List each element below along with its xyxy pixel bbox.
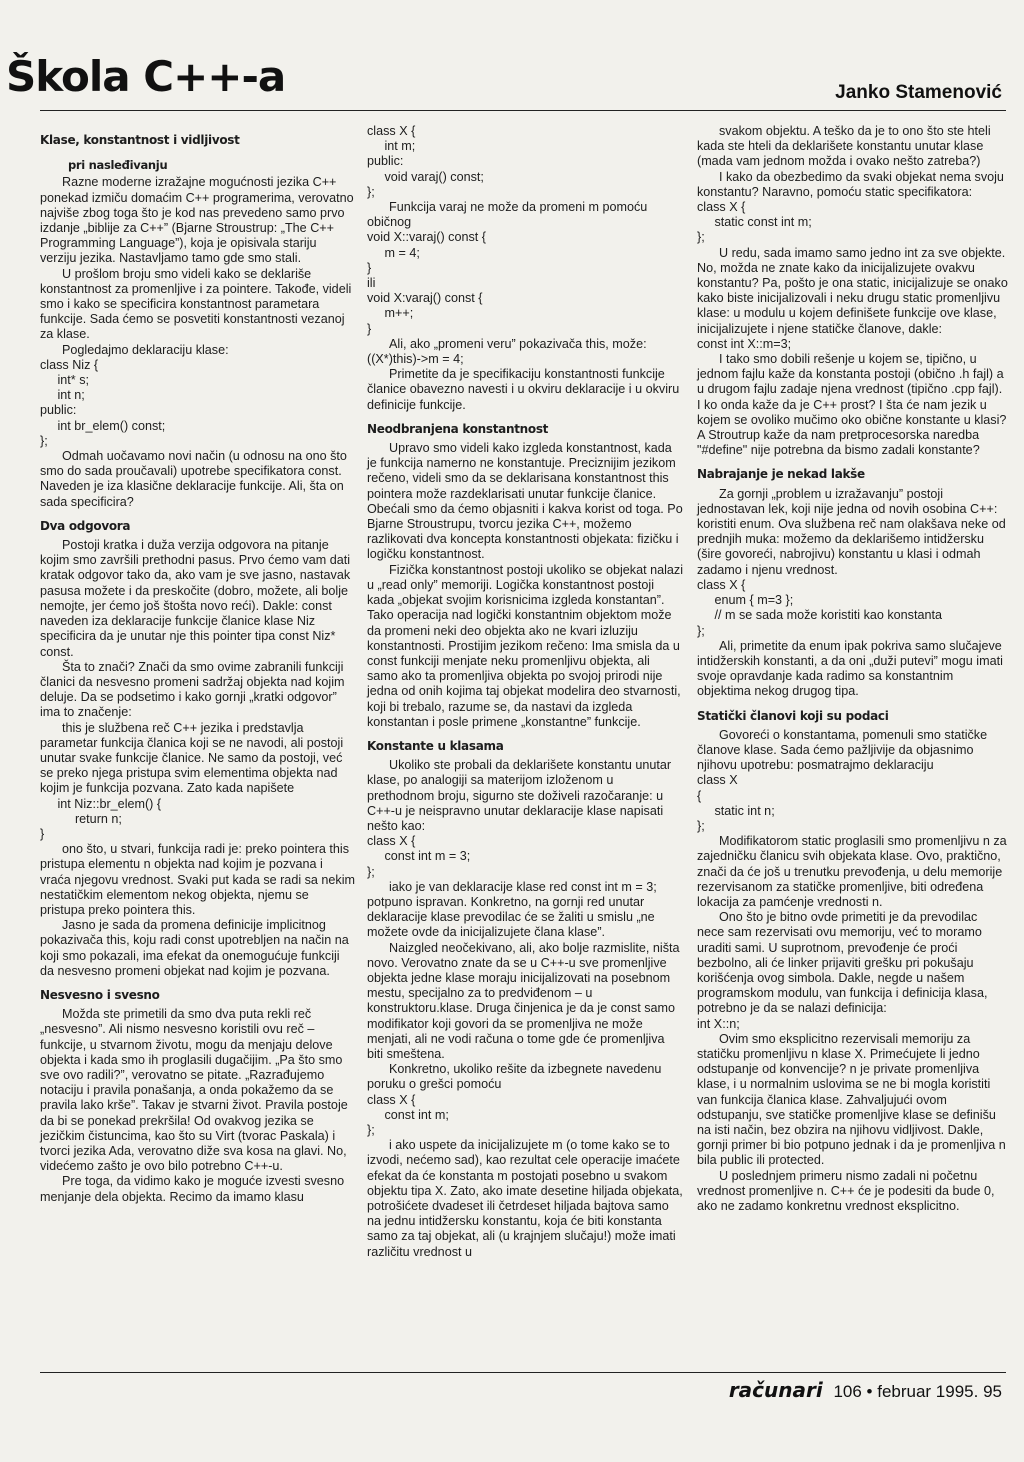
section-heading: Nabrajanje je nekad lakše	[697, 467, 865, 482]
top-rule	[40, 110, 1006, 111]
paragraph: U poslednjem primeru nismo zadali ni početnu vrednost promenljive n. C++ će je podesiti da bude 0, ako ne zadamo konkretnu vrednost eksplicitno.	[697, 1168, 995, 1214]
column-logo: Škola C++-a	[6, 52, 286, 101]
paragraph: Modifikatorom static proglasili smo promenljivu n za zajedničku članicu svih objekata klase. Ovo, praktično, znači da će još u trenutku prevođenja, u delu memorije rezervisanom za statičke promenljive, biti određena lokacija za pamćenje vrednosti n.	[697, 834, 1007, 909]
paragraph: Ali, ako „promeni veru” pokazivača this, može: ((X*)this)->m = 4;	[367, 336, 647, 367]
paragraph: Postoji kratka i duža verzija odgovora na pitanje kojim smo završili prethodni pasus. Prvo ćemo vam dati kratak odgovor tako da, ako vam je sve jasno, nastavak pasusa možete i da preskočite (dobro, možete, ali bolje nemojte, jer ćemo još štošta novo reći). Dakle: const naveden iza deklaracije funkcije članice klase Niz specificira da je unutar nje this pointer tipa const Niz* const.	[40, 538, 351, 659]
section-heading: Klase, konstantnost i vidljivost	[40, 133, 240, 147]
paragraph: i ako uspete da inicijalizujete m (o tome kako se to izvodi, nećemo sad), kao rezultat cele operacije imaćete efekat da će konstanta m postojati posebno u svakom objektu tipa X. Zato, ako imate desetine hiljada objekata, potrošićete dvadeset ili četrdeset hiljada bajtova samo na jednu intidžersku konstantu, koja će biti konstanta samo za taj objekat, ali (u krajnjem slučaju!) može imati različitu vrednost u	[367, 1138, 683, 1259]
code-block: class X { const int m; };	[367, 1092, 449, 1137]
code-block: const int X::m=3;	[697, 336, 792, 351]
paragraph: I tako smo dobili rešenje u kojem se, tipično, u jednom fajlu kaže da konstanta postoji (obično .h fajl) a u drugom fajlu zadaje njena vrednost (tipično .cpp fajl). I ko onda kaže da je C++ prost? I šta će nam jezik u kojem se ovoliko mučimo oko obične konstante u klasi? A Stroutrup kaže da nam pretprocesorska naredba "#define" nije potrebna da bismo zadali konstante?	[697, 352, 1007, 458]
paragraph: Jasno je sada da promena definicije implicitnog pokazivača this, koju radi const upotrebljen na način na koji smo pokazali, ima efekat da onemogućuje funkciji da nesvesno promeni objekat nad kojim je pozvana.	[40, 918, 349, 978]
article-column-2	[367, 124, 683, 1260]
article-column-1	[40, 124, 355, 1205]
code-block: void X::varaj() const { m = 4; } ili void X:varaj() const { m++; }	[367, 230, 486, 336]
article-column-3	[697, 124, 1008, 1214]
paragraph: Pre toga, da vidimo kako je moguće izvesti svesno menjanje dela objekta. Recimo da imamo klasu	[40, 1174, 345, 1204]
paragraph: Funkcija varaj ne može da promeni m pomoću običnog	[367, 200, 648, 230]
paragraph: Ukoliko ste probali da deklarišete konstantu unutar klase, po analogiji sa materijom izloženom u prethodnom broju, sigurno ste doživeli razočaranje: u C++-u je neispravno unutar deklaracije klase napisati nešto kao:	[367, 758, 672, 833]
paragraph: Razne moderne izražajne mogućnosti jezika C++ ponekad izmiču domaćim C++ programerima, verovatno najviše zbog toga što je kod nas prevedeno samo prvo izdanje „biblije za C++” (Bjarne Stroustrup: „The C++ Programming Language”), koja je opisivala stariju verziju jezika. Nastavljamo tamo gde smo stali.	[40, 175, 354, 266]
paragraph: Ali, primetite da enum ipak pokriva samo slučajeve intidžerskih konstanti, a da oni „duži putevi” mogu imati svoje opravdanje kada radimo sa konstantnim objektima nekog drugog tipa.	[697, 638, 1003, 699]
paragraph: Možda ste primetili da smo dva puta rekli reč „nesvesno”. Ali nismo nesvesno koristili ovu reč – funkcije, u stvarnom životu, mogu da menjaju delove objekta i kada smo ih proglasili dugačijim. „Pa što smo sve ovo radili?”, verovatno se pitate. „Razrađujemo notaciju i pravila ponašanja, a onda pokažemo da se pravila lako krše”. Takav je stvarni život. Pravila postoje da bi se ponekad prekršila! Od ovakvog jezika se jezičkim čistuncima, kao što su Virt (tvorac Paskala) i tvorci jezika Ada, verovatno diže sva kosa na glavi. No, videćemo zašto je ovo bilo potrebno C++-u.	[40, 1007, 348, 1174]
section-heading: Konstante u klasama	[367, 738, 504, 753]
paragraph: svakom objektu. A teško da je to ono što ste hteli kada ste hteli da deklarišete konstantu unutar klase (mada vam jednom možda i ovako nešto zatreba?)	[697, 124, 991, 169]
page-number: 95	[983, 1382, 1002, 1401]
paragraph: Ono što je bitno ovde primetiti je da prevodilac nece sam rezervisati ovu memoriju, već to moramo uraditi sami. U suprotnom, prevođenje će proći bezbolno, ali će linker prijaviti grešku pri pokušaju korišćenja ovog simbola. Dakle, negde u našem programskom modulu, van funkcija i definicija klasa, potrebno je da se nalazi definicija:	[697, 910, 988, 1016]
paragraph: U prošlom broju smo videli kako se deklariše konstantnost za promenljive i za pointere. Takođe, videli smo i kako se specificira konstantnost parametara funkcije. Sada ćemo se posvetiti konstantnosti vezanoj za klase.	[40, 266, 352, 342]
section-heading: Statički članovi koji su podaci	[697, 708, 889, 723]
author-name: Janko Stamenović	[835, 82, 1002, 103]
bottom-rule	[40, 1372, 1006, 1373]
paragraph: ono što, u stvari, funkcija radi je: preko pointera this pristupa elementu n objekta nad kojim je pozvana i vraća njegovu vrednost. Svaki put kada se radi sa nekim nestatičkim elementom nekog objekta, njemu se pristupa preko pointera this.	[40, 842, 356, 917]
paragraph: Naizgled neočekivano, ali, ako bolje razmislite, ništa novo. Verovatno znate da se u C++-u sve promenljive objekta jedne klase moraju inicijalizovati na posebnom mestu, specijalno za to predviđenom – u konstruktoru.klase. Druga činjenica je da je const samo modifikator koji govori da se promenljiva ne može menjati, ali ne vodi računa o tome gde će promenljiva biti smeštena.	[367, 940, 680, 1061]
masthead	[0, 0, 1024, 120]
code-block: class X { const int m = 3; };	[367, 834, 471, 879]
code-block: class X { static const int m; };	[697, 200, 812, 245]
paragraph: Šta to znači? Znači da smo ovime zabranili funkciji članici da nesvesno promeni sadržaj objekta nad kojim deluje. Da se podsetimo i kako gornji „kratki odgovor” ima to značenje:	[40, 659, 345, 720]
magazine-name: računari	[728, 1378, 823, 1402]
page-footer	[729, 1378, 1002, 1402]
paragraph: Za gornji „problem u izražavanju” postoji jednostavan lek, koji nije jedna od novih osobina C++: koristiti enum. Ova službena reč nam olakšava neke od prednjih muka: možemo da deklarišemo intidžersku (šire govoreći, nabrojivu) konstantu u klasi i odmah zadamo i njenu vrednost.	[697, 486, 1006, 577]
paragraph: I kako da obezbedimo da svaki objekat nema svoju konstantu? Naravno, pomoću static specifikatora:	[697, 169, 1004, 199]
code-block: class X { enum { m=3 }; // m se sada može koristiti kao konstanta };	[697, 577, 942, 638]
code-block: class X { static int n; };	[697, 773, 775, 833]
paragraph: U redu, sada imamo samo jedno int za sve objekte. No, možda ne znate kako da inicijalizujete ovakvu konstantu? Pa, pošto je ona static, inicijalizuje se onako kako biste inicijalizovali i neku drugu static promenljivu klase: u modulu u kojem definišete funkcije ove klase, inicijalizujete i njene statičke članove, dakle:	[697, 245, 1008, 336]
section-heading: Nesvesno i svesno	[40, 987, 160, 1002]
paragraph: this je službena reč C++ jezika i predstavlja parametar funkcija članica koji se ne navodi, ali postoji unutar svake funkcije članice. Ne samo da postoji, već se preko njega pristupa svim elementima objekta nad kojim je funkcija pozvana. Zato kada napišete	[40, 720, 344, 796]
paragraph: Pogledajmo deklaraciju klase:	[62, 342, 229, 357]
issue-info: 106 • februar 1995.	[833, 1382, 979, 1401]
paragraph: Konkretno, ukoliko rešite da izbegnete navedenu poruku o grešci pomoću	[367, 1062, 662, 1092]
paragraph: Upravo smo videli kako izgleda konstantnost, kada je funkcija namerno ne konstantuje. Preciznijim jezikom rečeno, videli smo da se deklarisana konstantnost this pointera može razdeklarisati unutar funkcije članice. Obećali smo da ćemo objasniti i kakva korist od toga. Po Bjarne Stroustrupu, tvorcu jezika C++, možemo razlikovati dva koncepta konstantnosti objekata: fizičku i logičku konstantnost.	[367, 441, 683, 562]
section-heading: Dva odgovora	[40, 518, 131, 533]
paragraph: Govoreći o konstantama, pomenuli smo statičke članove klase. Sada ćemo pažljivije da objasnimo njihovu upotrebu: posmatrajmo deklaraciju	[697, 727, 988, 773]
code-block: class Niz { int* s; int n; public: int br_elem() const; };	[40, 357, 166, 448]
paragraph: Fizička konstantnost postoji ukoliko se objekat nalazi u „read only” memoriji. Logička konstantnost postoji kada „objekat svojim korisnicima izgleda konstantan”. Tako operacija nad logički konstantnim objektom može da promeni neki deo objekta ako ne kvari izluziju konstantnosti. Prostijim jezikom rečeno: Ima smisla da u const funkciji menjate neku promenljivu objekta, ali samo ako ta promenljiva objekta po svojoj prirodi nije jedna od onih kojima taj objekat modelira deo stvarnosti, koji bi trebalo, razume se, da nastavi da izgleda konstantan i posle primene „konstantne” funkcije.	[367, 562, 684, 729]
code-block: class X { int m; public: void varaj() const; };	[367, 124, 484, 199]
paragraph: Odmah uočavamo novi način (u odnosu na ono što smo do sada proučavali) upotrebe specifikatora const. Naveden je iza klasične deklaracije funkcije. Ali, šta on sada specificira?	[40, 449, 347, 509]
paragraph: Ovim smo eksplicitno rezervisali memoriju za statičku promenljivu n klase X. Primećujete li jedno odstupanje od konvencije? n je private promenljiva klase, i u normalnim uslovima se ne bi mogla koristiti van funkcija članica klase. Zahvaljujući ovom odstupanju, sve statičke promenljive klase se definišu na isti način, bez obzira na njihovu vidljivost. Dakle, gornji primer bi bio potpuno jednak i da je promenljiva n bila public ili protected.	[697, 1031, 1006, 1168]
code-block: int Niz::br_elem() { return n; }	[40, 796, 162, 841]
section-heading: Neodbranjena konstantnost	[367, 421, 549, 436]
paragraph: iako je van deklaracije klase red const int m = 3; potpuno ispravan. Konkretno, na gornji red unutar deklaracije klase prevodilac će se žaliti u smislu „ne možete ovde da inicijalizujete člana klase”.	[367, 879, 657, 940]
paragraph: Primetite da je specifikaciju konstantnosti funkcije članice obavezno navesti i u okviru deklaracije i u okviru definicije funkcije.	[367, 367, 680, 412]
code-block: int X::n;	[697, 1016, 740, 1031]
section-subheading: pri nasleđivanju	[68, 158, 168, 173]
